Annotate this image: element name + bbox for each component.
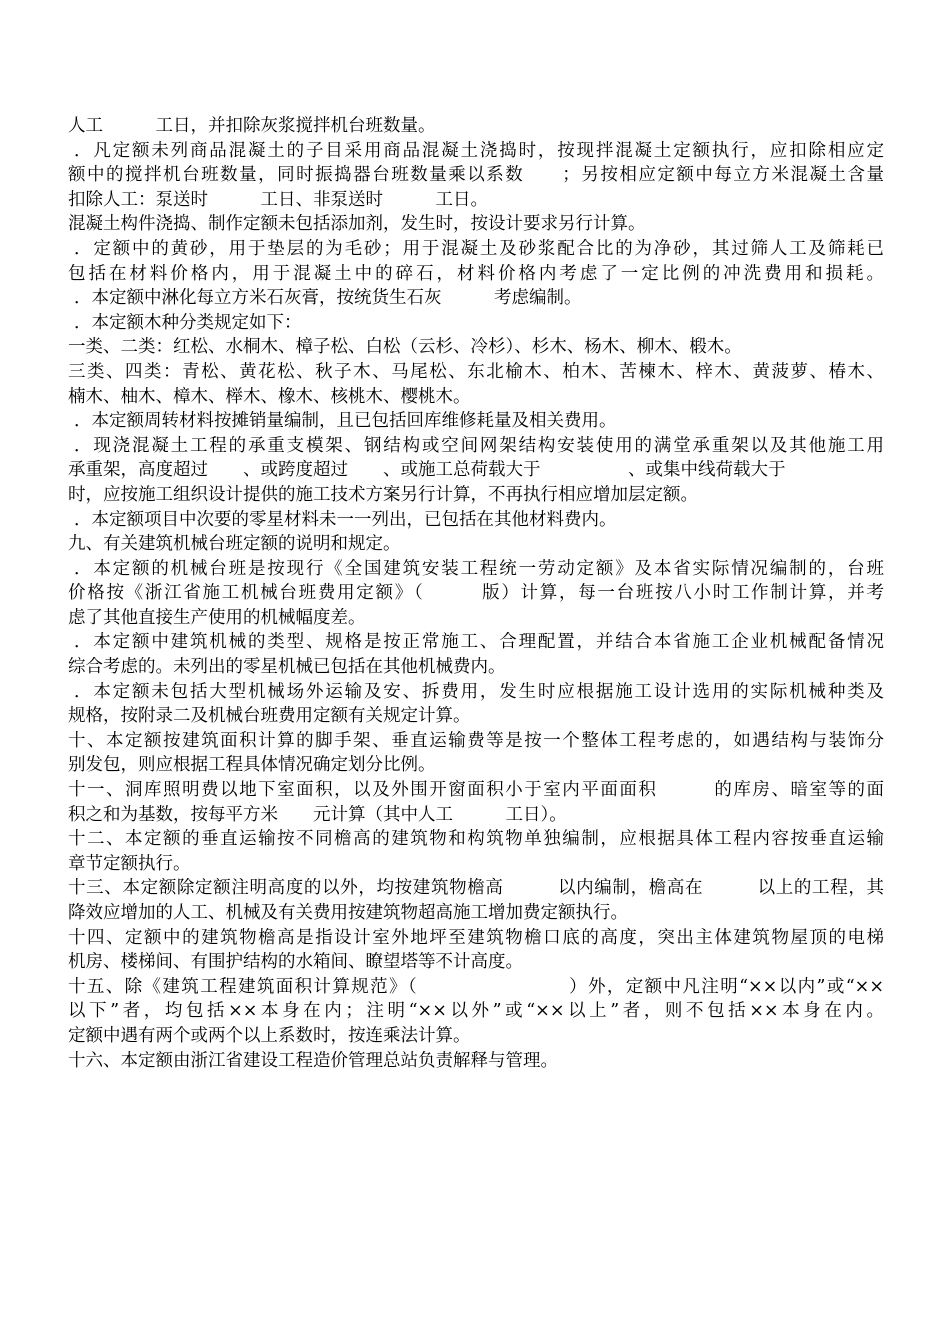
- text-line: ．本定额木种分类规定如下：: [74, 312, 302, 333]
- text-line: 价格按《浙江省施工机械台班费用定额》（ 版）计算，每一台班按八小时工作制计算，并考: [68, 583, 884, 604]
- text-line: ．本定额的机械台班是按现行《全国建筑安装工程统一劳动定额》及本省实际情况编制的，台班: [74, 558, 884, 579]
- text-line: ．本定额中建筑机械的类型、规格是按正常施工、合理配置，并结合本省施工企业机械配备情况: [74, 632, 884, 653]
- text-line: ．本定额未包括大型机械场外运输及安、拆费用，发生时应根据施工设计选用的实际机械种类及: [74, 681, 884, 702]
- text-line: 降效应增加的人工、机械及有关费用按建筑物超高施工增加费定额执行。: [68, 903, 628, 923]
- text-line: 虑了其他直接生产使用的机械幅度差。: [68, 607, 366, 628]
- text-line: 机房、楼梯间、有围护结构的水箱间、瞭望塔等不计高度。: [68, 952, 523, 973]
- text-line: 人工 工日，并扣除灰浆搅拌机台班数量。: [68, 116, 436, 136]
- text-line: 积之和为基数，按每平方米 元计算（其中人工 工日）。: [68, 804, 567, 825]
- text-line: 十四、定额中的建筑物檐高是指设计室外地坪至建筑物檐口底的高度，突出主体建筑物屋顶的电梯: [68, 927, 884, 948]
- text-line: 章节定额执行。: [68, 853, 191, 874]
- text-line: 三类、四类：青松、黄花松、秋子木、马尾松、东北榆木、柏木、苦楝木、梓木、黄菠萝、椿木、: [68, 361, 884, 382]
- text-line: 定额中遇有两个或两个以上系数时，按连乘法计算。: [68, 1025, 471, 1046]
- text-line: 十五、除《建筑工程建筑面积计算规范》（ ）外，定额中凡注明“××以内”或“××: [68, 976, 884, 997]
- text-line: 十一、洞库照明费以地下室面积，以及外围开窗面积小于室内平面面积 的库房、暗室等的面: [68, 780, 884, 801]
- text-line: 时，应按施工组织设计提供的施工技术方案另行计算，不再执行相应增加层定额。: [68, 484, 698, 505]
- text-line: 十三、本定额除定额注明高度的以外，均按建筑物檐高 以内编制，檐高在 以上的工程，其: [68, 878, 884, 899]
- text-line: 额中的搅拌机台班数量，同时振捣器台班数量乘以系数 ；另按相应定额中每立方米混凝土含量: [68, 165, 884, 186]
- text-line: 楠木、柚木、樟木、榉木、橡木、核桃木、樱桃木。: [68, 386, 471, 407]
- text-line: 扣除人工：泵送时 工日、非泵送时 工日。: [68, 189, 488, 210]
- text-line: 以下”者，均包括××本身在内；注明“××以外”或“××以上”者，则不包括××本身在内。: [68, 1001, 884, 1022]
- text-line: ．凡定额未列商品混凝土的子目采用商品混凝土浇捣时，按现拌混凝土定额执行，应扣除相应定: [74, 140, 884, 161]
- text-line: ．定额中的黄砂，用于垫层的为毛砂；用于混凝土及砂浆配合比的为净砂，其过筛人工及筛耗已: [74, 238, 884, 259]
- text-line: 一类、二类：红松、水桐木、樟子松、白松（云杉、冷杉）、杉木、杨木、柳木、椴木。: [68, 337, 742, 358]
- text-line: 九、有关建筑机械台班定额的说明和规定。: [68, 534, 401, 555]
- text-line: 十六、本定额由浙江省建设工程造价管理总站负责解释与管理。: [68, 1050, 558, 1071]
- text-line: 综合考虑的。未列出的零星机械已包括在其他机械费内。: [68, 657, 506, 678]
- text-line: ．本定额周转材料按摊销量编制，且已包括回库维修耗量及相关费用。: [74, 411, 617, 432]
- text-line: ．本定额项目中次要的零星材料未一一列出，已包括在其他材料费内。: [74, 509, 617, 530]
- text-line: 承重架，高度超过 、或跨度超过 、或施工总荷载大于 、或集中线荷载大于: [68, 460, 786, 481]
- text-line: ．现浇混凝土工程的承重支模架、钢结构或空间网架结构安装使用的满堂承重架以及其他施工用: [74, 435, 884, 456]
- text-line: 十、本定额按建筑面积计算的脚手架、垂直运输费等是按一个整体工程考虑的，如遇结构与装饰分: [68, 730, 884, 751]
- document-body: [68, 114, 884, 1073]
- text-line: 包括在材料价格内，用于混凝土中的碎石，材料价格内考虑了一定比例的冲洗费用和损耗。: [68, 263, 884, 284]
- text-line: ．本定额中淋化每立方米石灰膏，按统货生石灰 考虑编制。: [74, 288, 582, 309]
- text-line: 规格，按附录二及机械台班费用定额有关规定计算。: [68, 706, 471, 727]
- text-line: 十二、本定额的垂直运输按不同檐高的建筑物和构筑物单独编制，应根据具体工程内容按垂直运输: [68, 829, 884, 850]
- text-line: 别发包，则应根据工程具体情况确定划分比例。: [68, 755, 436, 776]
- text-line: 混凝土构件浇捣、制作定额未包括添加剂，发生时，按设计要求另行计算。: [68, 214, 646, 235]
